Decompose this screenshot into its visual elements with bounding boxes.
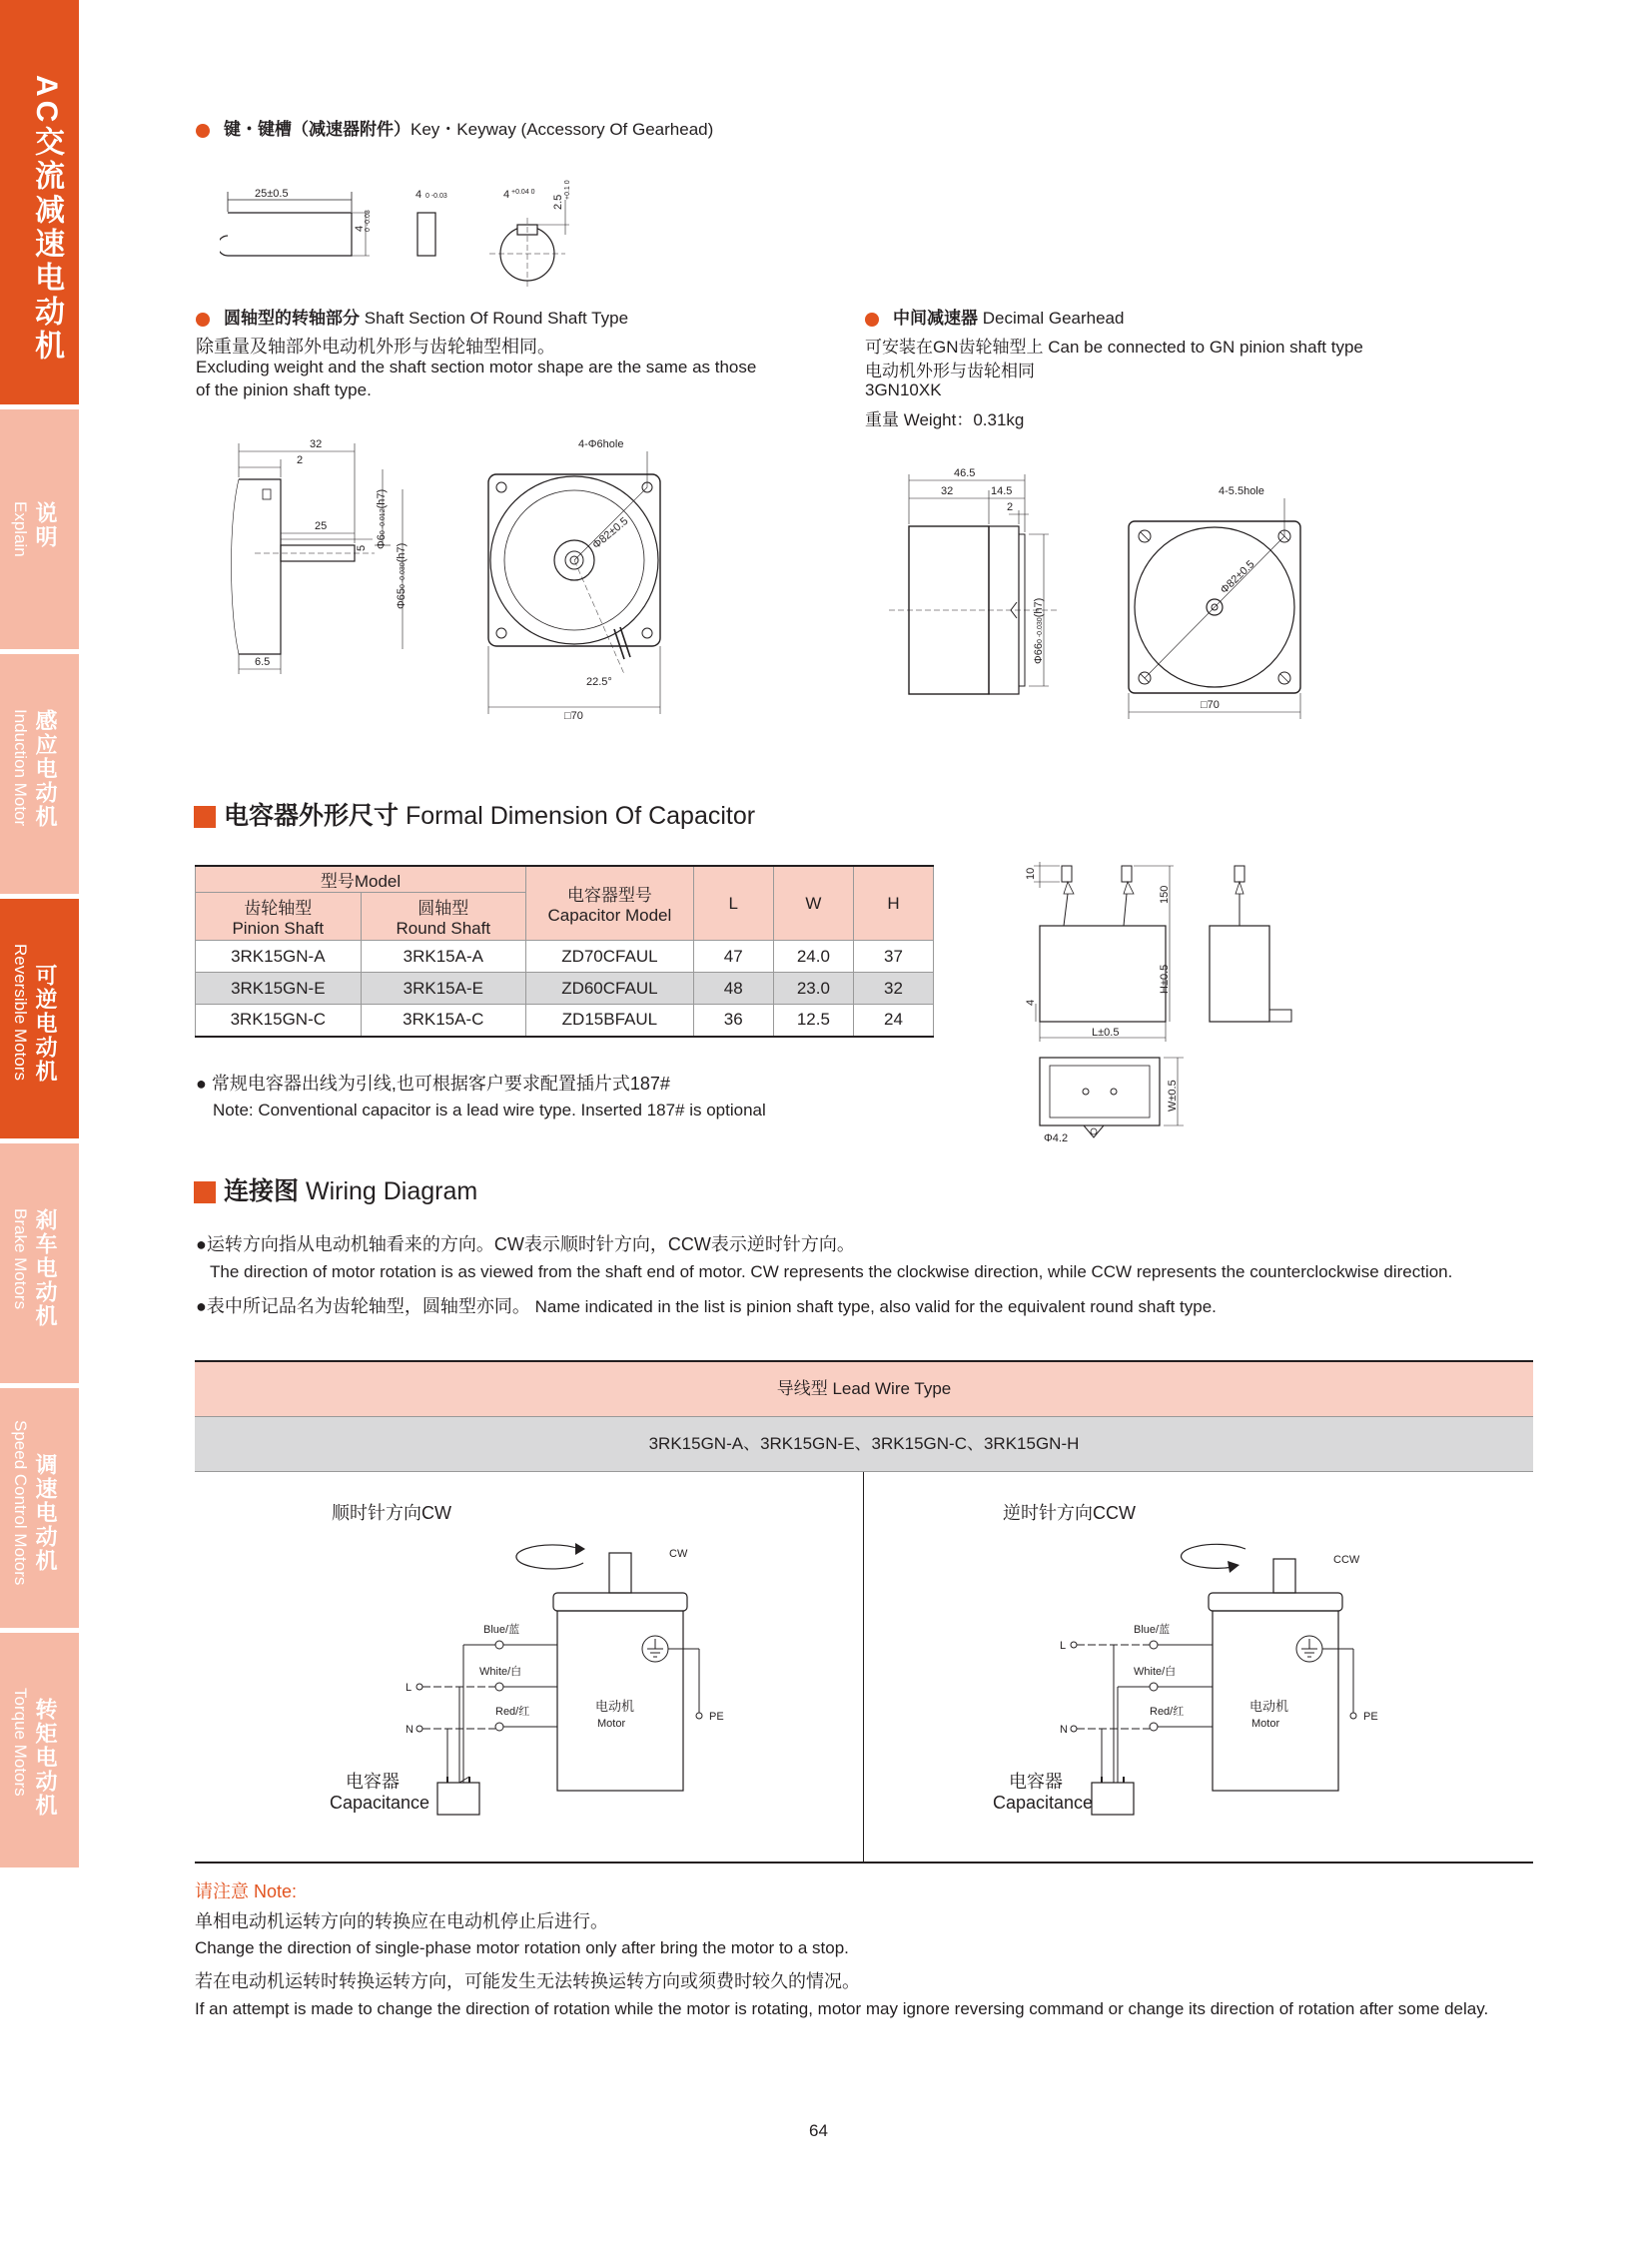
table-row — [196, 1005, 934, 1037]
cap-cell: ZD60CFAUL — [525, 973, 693, 1005]
wiring-note1-en: The direction of motor rotation is as viewed from the shaft end of motor. CW represents the clockwise direction, while CCW represents the counterclockwise direction. — [210, 1262, 1453, 1281]
ccw-cap-en: Capacitance — [993, 1793, 1094, 1813]
cap-head-round — [361, 893, 525, 941]
ccw-blue-label: Blue/蓝 — [1134, 1624, 1171, 1636]
key-width-dim: 4 — [415, 189, 422, 201]
rs-shaft-dia-label: Φ6 — [376, 534, 388, 549]
tab-induction-motor[interactable] — [0, 654, 79, 894]
cw-red-label: Red/红 — [495, 1706, 530, 1718]
cap-head-capacitor — [525, 866, 693, 941]
cw-motor-cn: 电动机 — [595, 1699, 635, 1714]
ccw-white-label: White/白 — [1134, 1666, 1177, 1678]
capacitor-note-cn: ● 常规电容器出线为引线,也可根据客户要求配置插片式187# — [196, 1074, 670, 1094]
wiring-title-en: Wiring Diagram — [305, 1177, 478, 1205]
rs-pilot-dia — [396, 543, 408, 609]
dg-dim-46-5: 46.5 — [954, 467, 976, 479]
section-square-icon — [194, 806, 216, 828]
capacitor-table — [195, 865, 934, 1038]
cw-l-label: L — [406, 1682, 413, 1694]
wiring-note2-en: Name indicated in the list is pinion shaft type, also valid for the equivalent round shaft type. — [534, 1297, 1217, 1316]
capacitor-title-en: Formal Dimension Of Capacitor — [405, 802, 756, 830]
key-keyway-drawing — [220, 170, 619, 290]
cap-head-h: H — [853, 866, 933, 941]
notes-line1: 单相电动机运转方向的转换应在电动机停止后进行。 — [195, 1911, 608, 1931]
cap-cell: 32 — [853, 973, 933, 1005]
cap-head-model: 型号Model — [196, 866, 526, 893]
decimal-gearhead-title-cn: 中间减速器 — [893, 309, 978, 328]
decimal-gearhead-drawing — [879, 454, 1318, 734]
tab-speed-en: Speed Control Motors — [11, 1420, 30, 1586]
wiring-divider — [863, 1472, 864, 1862]
cw-cap-cn: 电容器 — [346, 1772, 400, 1792]
cw-white-label: White/白 — [479, 1666, 522, 1678]
dg-pilot-dia-tol: 0 -0.030 — [1037, 617, 1044, 643]
ccw-n-label: N — [1060, 1724, 1068, 1736]
key-height-dim: 4 — [354, 225, 366, 232]
decimal-gearhead-model: 3GN10XK — [865, 380, 942, 399]
capdraw-l: L±0.5 — [1092, 1027, 1120, 1039]
ccw-pe-label: PE — [1363, 1711, 1378, 1723]
cw-n-label: N — [406, 1724, 413, 1736]
capacitor-drawing — [1024, 854, 1343, 1153]
cap-cell: 3RK15GN-C — [196, 1005, 362, 1037]
cap-cell: ZD70CFAUL — [525, 941, 693, 973]
capdraw-h: H±0.5 — [1159, 964, 1171, 994]
rs-dim-25: 25 — [315, 520, 328, 532]
capdraw-150: 150 — [1159, 885, 1171, 904]
tab-torque-en: Torque Motors — [11, 1688, 30, 1797]
cap-cell: 48 — [693, 973, 773, 1005]
bullet-icon — [865, 313, 879, 327]
ccw-dir-label: CCW — [1333, 1554, 1360, 1566]
rs-shaft-dia-fit: (h7) — [376, 488, 388, 509]
key-length-dim: 25±0.5 — [255, 188, 289, 200]
tab-reversible-cn: 可逆电动机 — [33, 964, 58, 1084]
cap-head-round-cn: 圆轴型 — [417, 899, 469, 918]
tab-brake-en: Brake Motors — [11, 1208, 30, 1310]
rs-shaft-dia — [376, 489, 388, 549]
key-section-title-cn: 键・键槽（减速器附件） — [224, 120, 411, 139]
bullet-icon — [196, 124, 210, 138]
cap-cell: 47 — [693, 941, 773, 973]
round-shaft-text-en-2: of the pinion shaft type. — [196, 380, 372, 399]
cw-dir-label: CW — [669, 1548, 688, 1560]
wiring-title-cn: 连接图 — [224, 1177, 300, 1205]
cap-cell: 12.5 — [773, 1005, 853, 1037]
notes-title: 请注意 Note: — [195, 1881, 298, 1901]
rs-dim-6-5: 6.5 — [255, 656, 271, 668]
sidebar — [0, 0, 79, 1868]
cap-cell: 3RK15A-C — [361, 1005, 525, 1037]
notes-line2: Change the direction of single-phase motor rotation only after bring the motor to a stop. — [195, 1938, 849, 1957]
decimal-gearhead-title-en: Decimal Gearhead — [982, 309, 1125, 328]
slot-width-tol: +0.04 0 — [511, 189, 535, 196]
round-shaft-text-en-1: Excluding weight and the shaft section motor shape are the same as those — [196, 358, 757, 376]
decimal-gearhead-heading — [865, 304, 1124, 329]
slot-depth-tol: +0.1 0 — [564, 180, 571, 200]
capdraw-hole: Φ4.2 — [1044, 1132, 1069, 1144]
cap-cell: 36 — [693, 1005, 773, 1037]
cw-pe-label: PE — [709, 1711, 724, 1723]
key-width-tol: 0 -0.03 — [425, 193, 447, 200]
tab-speed-cn: 调速电动机 — [33, 1453, 58, 1573]
wiring-section-title — [194, 1171, 477, 1207]
page-number: 64 — [809, 2121, 828, 2140]
dg-holes-label: 4-5.5hole — [1219, 485, 1264, 497]
wiring-note1-cn: ●运转方向指从电动机轴看来的方向。CW表示顺时针方向，CCW表示逆时针方向。 — [196, 1234, 855, 1254]
rs-pilot-dia-tol: 0 -0.030 — [400, 562, 407, 588]
ccw-motor-cn: 电动机 — [1249, 1699, 1289, 1714]
tab-speed-control-motors[interactable] — [0, 1388, 79, 1628]
round-shaft-drawing — [225, 429, 684, 729]
cw-cap-en: Capacitance — [330, 1793, 430, 1813]
cw-motor-en: Motor — [597, 1718, 626, 1730]
wiring-table-head: 导线型 Lead Wire Type — [195, 1362, 1533, 1417]
cap-head-pinion — [196, 893, 362, 941]
cap-head-capacitor-cn: 电容器型号 — [566, 886, 652, 905]
dg-pilot-dia-fit: (h7) — [1033, 597, 1045, 618]
rs-pilot-dia-label: Φ65 — [396, 587, 408, 609]
cap-cell: 3RK15GN-A — [196, 941, 362, 973]
tab-explain-en: Explain — [11, 501, 30, 557]
cap-cell: 24.0 — [773, 941, 853, 973]
dg-pilot-dia-label: Φ66 — [1033, 642, 1045, 664]
key-height-tol: 0 -0.03 — [365, 210, 372, 232]
cap-cell: ZD15BFAUL — [525, 1005, 693, 1037]
ccw-motor-en: Motor — [1251, 1718, 1280, 1730]
dg-dim-32: 32 — [941, 485, 954, 497]
cap-cell: 23.0 — [773, 973, 853, 1005]
wiring-table-models: 3RK15GN-A、3RK15GN-E、3RK15GN-C、3RK15GN-H — [195, 1417, 1533, 1472]
capdraw-10: 10 — [1025, 867, 1037, 880]
rs-pcd-label: Φ82±0.5 — [590, 514, 631, 552]
notes-line3: 若在电动机运转时转换运转方向，可能发生无法转换运转方向或须费时较久的情况。 — [195, 1971, 860, 1991]
notes-line4: If an attempt is made to change the direction of rotation while the motor is rotating, motor may ignore reversing command or change its direction of rotation after some delay. — [195, 1999, 1489, 2018]
tab-explain[interactable] — [0, 409, 79, 649]
tab-torque-motors[interactable] — [0, 1633, 79, 1868]
cap-cell: 24 — [853, 1005, 933, 1037]
cap-head-round-en: Round Shaft — [396, 919, 491, 938]
cap-head-pinion-en: Pinion Shaft — [232, 919, 325, 938]
cap-head-w: W — [773, 866, 853, 941]
rs-angle-label: 22.5° — [586, 676, 612, 688]
capacitor-note-en: Note: Conventional capacitor is a lead wire type. Inserted 187# is optional — [213, 1101, 766, 1120]
cap-cell: 3RK15A-E — [361, 973, 525, 1005]
ccw-cap-cn: 电容器 — [1009, 1772, 1063, 1792]
cap-head-l: L — [693, 866, 773, 941]
rs-pilot-dia-fit: (h7) — [396, 542, 408, 563]
tab-ac-gear-motor-label: AC交流减速电动机 — [30, 75, 63, 365]
rs-square-label: □70 — [564, 710, 583, 722]
round-shaft-text-cn: 除重量及轴部外电动机外形与齿轮轴型相同。 — [196, 337, 555, 357]
capacitor-title-cn: 电容器外形尺寸 — [224, 802, 400, 830]
cw-blue-label: Blue/蓝 — [483, 1624, 520, 1636]
tab-induction-cn: 感应电动机 — [33, 709, 58, 829]
cap-head-pinion-cn: 齿轮轴型 — [244, 899, 313, 918]
slot-depth-dim: 2.5 — [552, 194, 564, 210]
decimal-gearhead-line1: 可安装在GN齿轮轴型上 Can be connected to GN pinion shaft type — [865, 338, 1363, 357]
dg-square-label: □70 — [1201, 699, 1220, 711]
dg-pcd-label: Φ82±0.5 — [1218, 558, 1257, 597]
dg-dim-14-5: 14.5 — [991, 485, 1013, 497]
capacitor-section-title — [194, 796, 755, 832]
table-row — [196, 941, 934, 973]
decimal-gearhead-line2: 电动机外形与齿轮相同 — [865, 362, 1035, 380]
round-shaft-title-en: Shaft Section Of Round Shaft Type — [364, 309, 629, 328]
dg-pilot-dia — [1033, 598, 1045, 664]
ccw-red-label: Red/红 — [1150, 1706, 1185, 1718]
tab-torque-cn: 转矩电动机 — [33, 1698, 58, 1818]
tab-induction-en: Induction Motor — [11, 709, 30, 827]
tab-explain-cn: 说明 — [33, 501, 58, 549]
rs-dim-2: 2 — [297, 454, 304, 466]
cw-title: 顺时针方向CW — [332, 1503, 451, 1523]
ccw-l-label: L — [1060, 1640, 1067, 1652]
table-row — [196, 973, 934, 1005]
cap-cell: 37 — [853, 941, 933, 973]
tab-brake-cn: 刹车电动机 — [33, 1208, 58, 1328]
bullet-icon — [196, 313, 210, 327]
ccw-title: 逆时针方向CCW — [1003, 1503, 1136, 1523]
tab-reversible-motors[interactable] — [0, 899, 79, 1138]
tab-reversible-en: Reversible Motors — [11, 944, 30, 1081]
cap-cell: 3RK15GN-E — [196, 973, 362, 1005]
section-square-icon — [194, 1181, 216, 1203]
slot-width-dim: 4 — [503, 189, 510, 201]
round-shaft-heading — [196, 304, 628, 329]
rs-dim-32: 32 — [310, 438, 323, 450]
wiring-note2-cn: ●表中所记品名为齿轮轴型，圆轴型亦同。 — [196, 1296, 530, 1316]
rs-dim-5: 5 — [356, 544, 368, 551]
capdraw-w: W±0.5 — [1167, 1080, 1179, 1112]
key-section-title-en: Key・Keyway (Accessory Of Gearhead) — [411, 120, 714, 139]
key-section-heading — [196, 115, 713, 140]
wiring-note2 — [196, 1292, 1217, 1318]
tab-brake-motors[interactable] — [0, 1143, 79, 1383]
dg-dim-2: 2 — [1007, 501, 1014, 513]
rs-shaft-dia-tol: 0 -0.012 — [380, 508, 387, 535]
cap-cell: 3RK15A-A — [361, 941, 525, 973]
round-shaft-title-cn: 圆轴型的转轴部分 — [224, 309, 360, 328]
rs-holes-label: 4-Φ6hole — [578, 438, 624, 450]
tab-ac-gear-motor[interactable] — [0, 0, 79, 404]
capdraw-4: 4 — [1025, 999, 1037, 1006]
decimal-gearhead-weight: 重量 Weight：0.31kg — [865, 410, 1025, 429]
cap-head-capacitor-en: Capacitor Model — [547, 906, 672, 925]
